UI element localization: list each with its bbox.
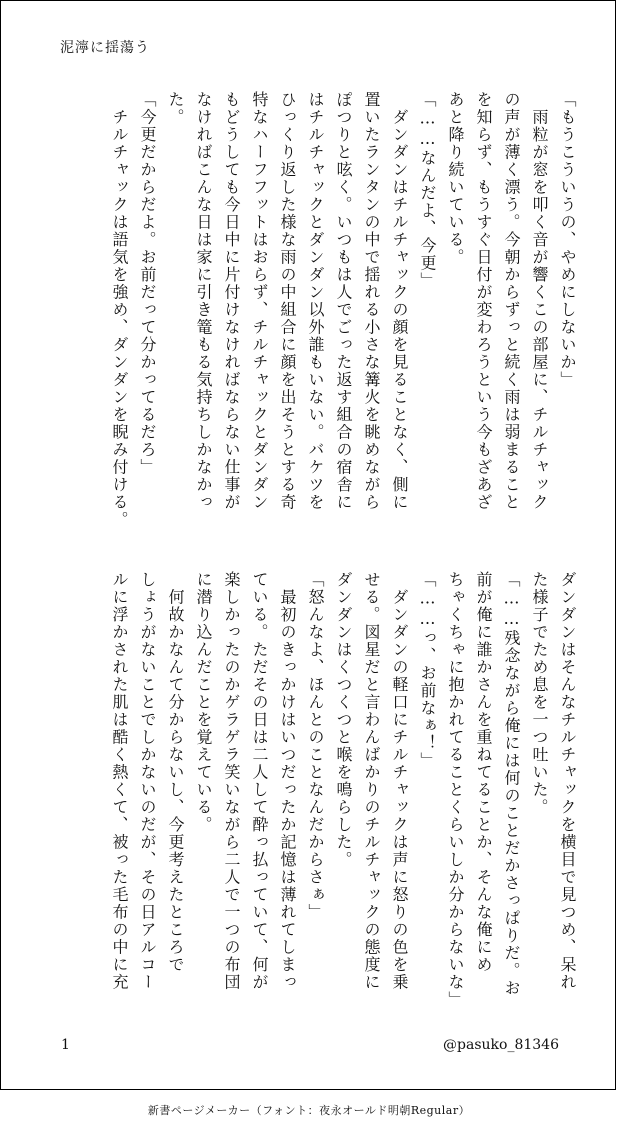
text-line: 置いたランタンの中で揺れる小さな篝火を眺めながら xyxy=(362,91,381,511)
text-line: に潜り込んだことを覚えている。 xyxy=(194,571,213,834)
text-line: 雨粒が窓を叩く音が響くこの部屋に、チルチャック xyxy=(530,91,549,511)
text-line: 特なハーフフットはおらず、チルチャックとダンダン xyxy=(250,91,269,511)
book-title: 泥濘に揺蕩う xyxy=(60,40,150,56)
text-line: ダンダンはくつくつと喉を鳴らした。 xyxy=(334,571,353,869)
text-line: はチルチャックとダンダン以外誰もいない。バケツを xyxy=(306,91,325,511)
text-line: もどうしても今日中に片付けなければならない仕事が xyxy=(222,91,241,511)
text-line: 「もうこういうの、やめにしないか」 xyxy=(558,91,577,389)
text-line: 楽しかったのかゲラゲラ笑いながら二人で一つの布団 xyxy=(222,571,241,991)
footer-credit: 新書ページメーカー（フォント：夜永オールド明朝Regular） xyxy=(147,1104,471,1117)
page-number: 1 xyxy=(61,1037,70,1053)
upper-text-block xyxy=(1,91,615,531)
text-line: ダンダンはそんなチルチャックを横目で見つめ、呆れ xyxy=(558,571,577,991)
text-line: 「怒んなよ、ほんとのことなんだからさぁ」 xyxy=(306,571,325,921)
text-line: た。 xyxy=(166,91,185,126)
text-line: あと降り続いている。 xyxy=(446,91,465,266)
text-line: 何故かなんて分からないし、今更考えたところで xyxy=(166,571,185,974)
text-line: た様子でため息を一つ吐いた。 xyxy=(530,571,549,816)
lower-text-block xyxy=(1,571,615,1011)
text-line: ちゃくちゃに抱かれてることくらいしか分からないな」 xyxy=(446,571,465,1009)
text-line: ている。ただその日は二人して酔っ払っていて、何が xyxy=(250,571,269,991)
author-handle: @pasuko_81346 xyxy=(443,1037,559,1053)
text-line: チルチャックは語気を強め、ダンダンを睨み付ける。 xyxy=(110,91,129,529)
text-line: しょうがないことでしかないのだが、その日アルコー xyxy=(138,571,157,991)
text-line: の声が薄く漂う。今朝からずっと続く雨は弱まること xyxy=(502,91,521,511)
text-line: ルに浮かされた肌は酷く熱くて、被った毛布の中に充 xyxy=(110,571,129,991)
text-line: 「……っ、お前なぁ！」 xyxy=(418,571,437,770)
text-line: 「……残念ながら俺には何のことだかさっぱりだ。お xyxy=(502,571,521,997)
text-line: 最初のきっかけはいつだったか記憶は薄れてしまっ xyxy=(278,571,297,991)
text-line: なければこんな日は家に引き篭もる気持ちしかなかっ xyxy=(194,91,213,511)
text-line: を知らず、もうすぐ日付が変わろうという今もざあざ xyxy=(474,91,493,511)
text-line: ひっくり返した様な雨の中組合に顔を出そうとする奇 xyxy=(278,91,297,511)
text-line: ぽつりと呟く。いつもは人でごった返す組合の宿舎に xyxy=(334,91,353,511)
text-line: せる。図星だと言わんばかりのチルチャックの態度に xyxy=(362,571,381,991)
text-line: 「……なんだよ、今更」 xyxy=(418,91,437,290)
text-line: ダンダンはチルチャックの顔を見ることなく、側に xyxy=(390,91,409,511)
text-line: 前が俺に誰かさんを重ねてることか、そんな俺にめ xyxy=(474,571,493,974)
text-line: ダンダンの軽口にチルチャックは声に怒りの色を乗 xyxy=(390,571,409,991)
text-line: 「今更だからだよ。お前だって分かってるだろ」 xyxy=(138,91,157,476)
